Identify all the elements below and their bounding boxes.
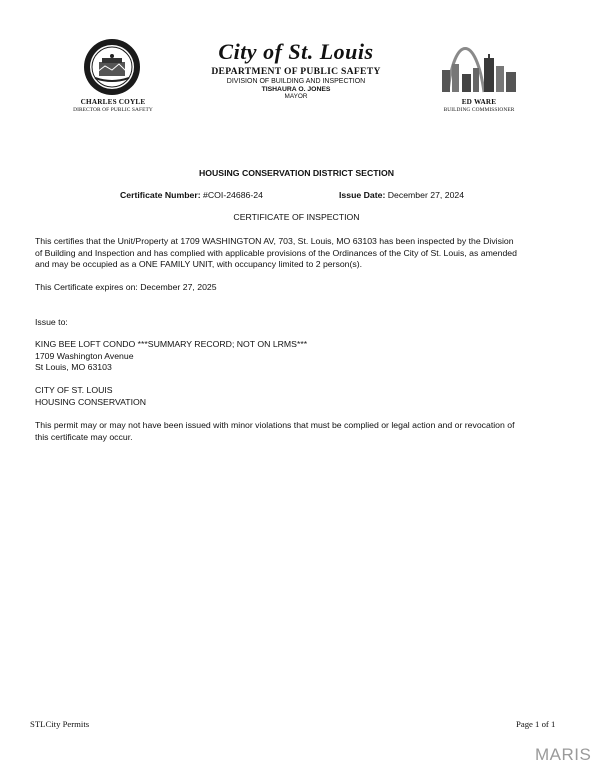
statement-line: of Building and Inspection and has complied with applicable provisions of the Ordinances of the City of St. Louis, as amended (35, 247, 517, 258)
gateway-arch-skyline-icon (440, 30, 518, 94)
city-logotype: City of St. Louis (218, 39, 374, 64)
certificate-number-label: Certificate Number: (120, 190, 201, 200)
footer-source: STLCity Permits (30, 719, 90, 729)
document-title: CERTIFICATE OF INSPECTION (233, 212, 360, 222)
recipient-line: St Louis, MO 63103 (35, 362, 112, 372)
page-number: Page 1 of 1 (516, 719, 556, 729)
statement-line: and may be occupied as a ONE FAMILY UNIT, with occupancy limited to 2 person(s). (35, 259, 363, 269)
division-name: DIVISION OF BUILDING AND INSPECTION (226, 78, 366, 85)
certificate-number (120, 190, 263, 200)
issue-date (339, 190, 464, 200)
department-name: DEPARTMENT OF PUBLIC SAFETY (211, 66, 381, 77)
recipient-block (35, 339, 560, 374)
certification-statement (35, 236, 560, 271)
maris-watermark: MARIS (535, 745, 592, 764)
recipient-line: 1709 Washington Avenue (35, 350, 134, 361)
commissioner-title: BUILDING COMMISSIONER (443, 107, 515, 113)
issue-date-label: Issue Date: (339, 190, 386, 200)
mayor-name: TISHAURA O. JONES (261, 86, 331, 93)
issuer-line: HOUSING CONSERVATION (35, 396, 147, 407)
director-title: DIRECTOR OF PUBLIC SAFETY (73, 107, 153, 113)
recipient-line: KING BEE LOFT CONDO ***SUMMARY RECORD; NOT ON LRMS*** (35, 339, 308, 349)
city-seal-icon (83, 38, 141, 96)
disclaimer (35, 420, 560, 443)
disclaimer-line: this certificate may occur. (35, 431, 133, 442)
issuer-line: CITY OF ST. LOUIS (35, 385, 113, 395)
section-title: HOUSING CONSERVATION DISTRICT SECTION (199, 168, 394, 178)
issue-to-label: Issue to: (35, 317, 68, 327)
issuer-block (35, 385, 560, 408)
issue-date-value: December 27, 2024 (387, 190, 465, 200)
director-name: CHARLES COYLE (80, 98, 146, 106)
letterhead (180, 40, 412, 100)
disclaimer-line: This permit may or may not have been issued with minor violations that must be complied or legal action and or revocation of (35, 420, 515, 430)
commissioner-block (430, 98, 528, 113)
director-block (60, 98, 166, 113)
mayor-title: MAYOR (284, 93, 308, 100)
commissioner-name: ED WARE (461, 98, 497, 106)
statement-line: This certifies that the Unit/Property at 1709 WASHINGTON AV, 703, St. Louis, MO 63103 has been inspected by the Division (35, 236, 514, 246)
expiration-text: This Certificate expires on: December 27, 2025 (35, 282, 217, 292)
certificate-number-value: #COI-24686-24 (203, 190, 263, 200)
